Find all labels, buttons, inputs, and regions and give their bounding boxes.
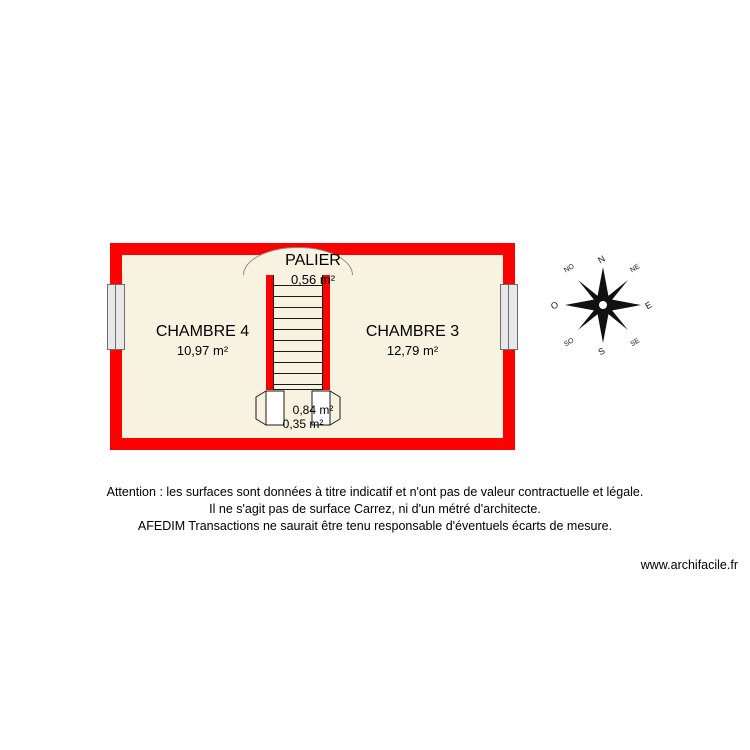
svg-text:N: N <box>596 253 607 266</box>
svg-text:NE: NE <box>629 263 642 275</box>
disclaimer-line-3: AFEDIM Transactions ne saurait être tenu responsable d'éventuels écarts de mesure. <box>137 519 613 533</box>
room-label-chambre-3 <box>330 322 495 359</box>
disclaimer-notes <box>0 484 750 535</box>
svg-text:O: O <box>548 299 561 312</box>
svg-text:S: S <box>596 345 607 358</box>
room-label-palier <box>233 251 393 288</box>
area-label-placard-2: 0,35 m² <box>282 417 324 431</box>
disclaimer-line-2: Il ne s'agit pas de surface Carrez, ni d'un métré d'architecte. <box>209 502 541 516</box>
svg-text:SO: SO <box>563 337 576 349</box>
compass-rose-icon <box>548 250 658 360</box>
room-label-chambre-4 <box>120 322 285 359</box>
svg-text:SE: SE <box>629 337 642 349</box>
room-name: CHAMBRE 3 <box>365 323 460 340</box>
website-url[interactable]: www.archifacile.fr <box>640 558 738 572</box>
svg-text:E: E <box>643 299 654 312</box>
room-area: 12,79 m² <box>386 343 439 358</box>
window-right <box>500 284 518 350</box>
area-label-placard-1: 0,84 m² <box>292 403 334 417</box>
room-area: 0,56 m² <box>290 272 336 287</box>
disclaimer-line-1: Attention : les surfaces sont données à titre indicatif et n'ont pas de valeur contractuelle et légale. <box>106 485 644 499</box>
svg-text:NO: NO <box>562 263 576 275</box>
room-area: 10,97 m² <box>176 343 229 358</box>
room-name: PALIER <box>285 252 341 269</box>
room-name: CHAMBRE 4 <box>155 323 250 340</box>
